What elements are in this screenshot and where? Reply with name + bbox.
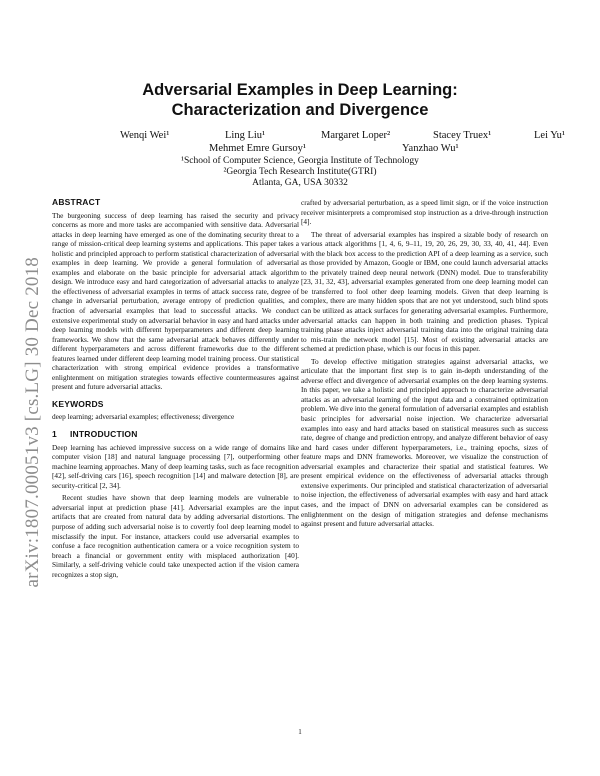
title-line-1: Adversarial Examples in Deep Learning: xyxy=(142,81,458,99)
left-column xyxy=(52,198,299,579)
title-line-2: Characterization and Divergence xyxy=(171,101,429,119)
right-paragraph-1: crafted by adversarial perturbation, as a speed limit sign, or if the voice instruction receiver misinterprets a compromised stop instruction as a drive-through instruction [4]. xyxy=(301,198,548,227)
intro-heading xyxy=(52,430,299,440)
author-yanzhao-wu: Yanzhao Wu¹ xyxy=(402,143,459,154)
author-lei-yu: Lei Yu¹ xyxy=(534,130,566,141)
author-ling-liu: Ling Liu¹ xyxy=(225,130,266,141)
arxiv-identifier: arXiv:1807.00051v3 [cs.LG] 30 Dec 2018 xyxy=(22,257,43,588)
intro-paragraph-2: Recent studies have shown that deep learning models are vulnerable to adversarial input at prediction phase [41]. Adversarial examples are the input artifacts that are created from natural data by adding adversarial distortions. The purpose of adding such adversarial noise is to covertly fool deep learning model to misclassify the input. For instance, attackers could use adversarial examples to confuse a face recognition authentication camera or a voice recognition system to breach a financial or government entity with misplaced authorization [40]. Similarly, a self-driving vehicle could take unexpected action if the vision camera recognizes a stop sign, xyxy=(52,493,299,579)
keywords-heading: KEYWORDS xyxy=(52,398,104,409)
affiliation-2: ²Georgia Tech Research Institute(GTRI) xyxy=(223,167,377,177)
intro-paragraph-1: Deep learning has achieved impressive success on a wide range of domains like computer vision [18] and natural language processing [7], outperforming other machine learning approaches. Many of deep learning tasks, such as face recognition [42], self-driving cars [16], speech recognition [14] and malware detection [8], are security-critical [2, 34]. xyxy=(52,442,299,490)
keywords-text: deep learning; adversarial examples; effectiveness; divergence xyxy=(52,412,235,422)
author-mehmet-emre-gursoy: Mehmet Emre Gursoy¹ xyxy=(209,143,307,154)
author-margaret-loper: Margaret Loper² xyxy=(321,130,391,141)
abstract-text: The burgeoning success of deep learning has raised the security and privacy concerns as more and more tasks are accompanied with sensitive data. Adversarial attacks in deep learning have emerged as one of the dominating security threat to a range of mission-critical deep learning systems and applications. This paper takes a holistic and principled approach to perform statistical characterization of adversarial examples in deep learning. We provide a general formulation of adversarial examples and elaborate on the basic principle for adversarial attack algorithm design. We introduce easy and hard categorization of adversarial attacks to analyze the effectiveness of adversarial examples in terms of attack success rate, degree of change in adversarial perturbation, average entropy of prediction qualities, and fraction of adversarial examples that lead to successful attacks. We conduct extensive experimental study on adversarial behavior in easy and hard attacks under deep learning models with different hyperparameters and different deep learning frameworks. We show that the same adversarial attack behaves differently under different hyperparameters and across different frameworks due to the different features learned under different deep learning model training process. Our statistical characterization with strong empirical evidence provides a transformative enlightenment on mitigation strategies towards effective countermeasures against present and future adversarial attacks. xyxy=(52,210,299,392)
right-paragraph-3: To develop effective mitigation strategies against adversarial attacks, we articulate that the important first step is to gain in-depth understanding of the adverse effect and divergence of adversarial examples on the deep learning systems. In this paper, we take a holistic and principled approach to characterize adversarial attacks as an adversarial learning of the input data and a constrained optimization problem. We dive into the general formulation of adversarial examples and establish basic principles for adversarial noise injection. We characterize adversarial examples into easy and hard attacks based on statistical measures such as success rate, degree of change and prediction entropy, and analyze different behavior of easy and hard cases under different hyperparameters, i.e., training epochs, sizes of feature maps and DNN frameworks. Moreover, we visualize the construction of adversarial examples and characterize their spatial and statistical features. We present empirical evidence on the effectiveness of adversarial attacks through extensive experiments. Our principled and statistical characterization of adversarial noise injection, the effectiveness of adversarial examples with easy and hard attack cases, and the impact of DNN on adversarial examples can be considered as enlightenment on the design of mitigation strategies and defense mechanisms against present and future adversarial attacks. xyxy=(301,356,548,529)
intro-heading-text: INTRODUCTION xyxy=(70,429,138,440)
author-wenqi-wei: Wenqi Wei¹ xyxy=(120,130,170,141)
abstract-heading: ABSTRACT xyxy=(52,197,101,207)
right-column xyxy=(301,198,548,529)
intro-section-number: 1 xyxy=(52,429,57,440)
affiliation-1: ¹School of Computer Science, Georgia Institute of Technology xyxy=(181,156,419,166)
right-paragraph-2: The threat of adversarial examples has inspired a sizable body of research on various attack algorithms [1, 4, 6, 9–11, 19, 20, 26, 29, 30, 33, 40, 41, 44]. Even with the black box access to the prediction API of a deep learning as a service, such as those provided by Amazon, Google or IBM, one could launch adversarial attacks to the privately trained deep neural network (DNN) model. Due to transferability [23, 31, 32, 43], adversarial examples generated from one deep learning model can be transferred to fool other deep learning models. Given that deep learning is complex, there are many hidden spots that are not yet understood, such blind spots can be utilized as attack surfaces for generating adversarial examples. Furthermore, adversarial attacks can happen in both training and prediction phases. Typical training phase attacks inject adversarial training data into the original training data to mis-train the network model [15]. Most of existing adversarial attacks are schemed at prediction phase, which is our focus in this paper. xyxy=(301,229,548,354)
paper-title xyxy=(60,80,540,120)
author-stacey-truex: Stacey Truex¹ xyxy=(433,130,492,141)
page-number: 1 xyxy=(298,728,302,736)
affiliation-address: Atlanta, GA, USA 30332 xyxy=(252,178,348,188)
